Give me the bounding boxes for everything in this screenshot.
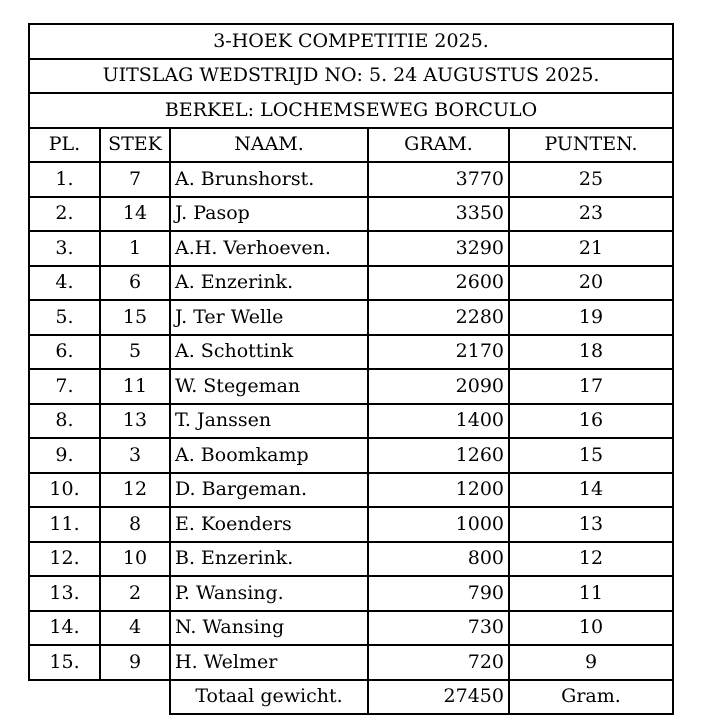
cell-stek: 9 xyxy=(100,645,170,680)
table-row xyxy=(29,473,673,508)
cell-stek: 10 xyxy=(100,542,170,577)
table-row xyxy=(29,197,673,232)
cell-pl: 3. xyxy=(29,231,100,266)
table-row xyxy=(29,335,673,370)
cell-naam: E. Koenders xyxy=(170,507,368,542)
table-row xyxy=(29,369,673,404)
table-row xyxy=(29,266,673,301)
cell-pl: 2. xyxy=(29,197,100,232)
col-header-gram: GRAM. xyxy=(368,128,509,163)
cell-pl: 13. xyxy=(29,576,100,611)
table-row xyxy=(29,542,673,577)
col-header-stek: STEK xyxy=(100,128,170,163)
cell-gram: 1400 xyxy=(368,404,509,439)
col-header-pl: PL. xyxy=(29,128,100,163)
cell-gram: 730 xyxy=(368,611,509,646)
table-row xyxy=(29,404,673,439)
results-table xyxy=(28,23,674,715)
cell-naam: W. Stegeman xyxy=(170,369,368,404)
cell-punten: 12 xyxy=(509,542,673,577)
cell-pl: 4. xyxy=(29,266,100,301)
cell-pl: 14. xyxy=(29,611,100,646)
cell-naam: J. Pasop xyxy=(170,197,368,232)
cell-stek: 14 xyxy=(100,197,170,232)
cell-naam: A. Brunshorst. xyxy=(170,162,368,197)
cell-pl: 5. xyxy=(29,300,100,335)
cell-pl: 15. xyxy=(29,645,100,680)
cell-stek: 2 xyxy=(100,576,170,611)
cell-stek: 5 xyxy=(100,335,170,370)
table-row xyxy=(29,507,673,542)
table-row xyxy=(29,645,673,680)
cell-punten: 21 xyxy=(509,231,673,266)
cell-punten: 20 xyxy=(509,266,673,301)
cell-punten: 14 xyxy=(509,473,673,508)
cell-pl: 6. xyxy=(29,335,100,370)
cell-naam: A.H. Verhoeven. xyxy=(170,231,368,266)
cell-naam: J. Ter Welle xyxy=(170,300,368,335)
cell-gram: 2090 xyxy=(368,369,509,404)
table-row xyxy=(29,576,673,611)
table-row xyxy=(29,162,673,197)
cell-naam: A. Boomkamp xyxy=(170,438,368,473)
cell-naam: A. Enzerink. xyxy=(170,266,368,301)
cell-stek: 3 xyxy=(100,438,170,473)
total-weight-value: 27450 xyxy=(368,680,509,715)
cell-gram: 720 xyxy=(368,645,509,680)
cell-naam: B. Enzerink. xyxy=(170,542,368,577)
cell-pl: 10. xyxy=(29,473,100,508)
cell-naam: T. Janssen xyxy=(170,404,368,439)
cell-punten: 9 xyxy=(509,645,673,680)
cell-pl: 8. xyxy=(29,404,100,439)
cell-gram: 790 xyxy=(368,576,509,611)
cell-pl: 7. xyxy=(29,369,100,404)
cell-punten: 10 xyxy=(509,611,673,646)
cell-pl: 9. xyxy=(29,438,100,473)
cell-stek: 1 xyxy=(100,231,170,266)
cell-naam: N. Wansing xyxy=(170,611,368,646)
cell-gram: 1000 xyxy=(368,507,509,542)
cell-gram: 2600 xyxy=(368,266,509,301)
cell-pl: 11. xyxy=(29,507,100,542)
table-row xyxy=(29,611,673,646)
cell-naam: H. Welmer xyxy=(170,645,368,680)
total-weight-unit: Gram. xyxy=(509,680,673,715)
cell-pl: 12. xyxy=(29,542,100,577)
total-row-spacer xyxy=(29,680,170,715)
cell-stek: 7 xyxy=(100,162,170,197)
match-result-line: UITSLAG WEDSTRIJD NO: 5. 24 AUGUSTUS 2025. xyxy=(29,59,673,94)
cell-naam: A. Schottink xyxy=(170,335,368,370)
cell-stek: 11 xyxy=(100,369,170,404)
cell-gram: 800 xyxy=(368,542,509,577)
cell-punten: 15 xyxy=(509,438,673,473)
competition-title: 3-HOEK COMPETITIE 2025. xyxy=(29,24,673,59)
cell-punten: 16 xyxy=(509,404,673,439)
cell-gram: 3770 xyxy=(368,162,509,197)
cell-pl: 1. xyxy=(29,162,100,197)
cell-gram: 2170 xyxy=(368,335,509,370)
cell-stek: 4 xyxy=(100,611,170,646)
cell-gram: 1200 xyxy=(368,473,509,508)
cell-gram: 2280 xyxy=(368,300,509,335)
cell-punten: 19 xyxy=(509,300,673,335)
total-row xyxy=(29,680,673,715)
cell-punten: 18 xyxy=(509,335,673,370)
cell-punten: 11 xyxy=(509,576,673,611)
cell-stek: 13 xyxy=(100,404,170,439)
cell-stek: 15 xyxy=(100,300,170,335)
column-header-row xyxy=(29,128,673,163)
cell-stek: 12 xyxy=(100,473,170,508)
cell-stek: 6 xyxy=(100,266,170,301)
table-row xyxy=(29,231,673,266)
cell-punten: 17 xyxy=(509,369,673,404)
table-row xyxy=(29,438,673,473)
venue-line: BERKEL: LOCHEMSEWEG BORCULO xyxy=(29,93,673,128)
cell-punten: 25 xyxy=(509,162,673,197)
cell-stek: 8 xyxy=(100,507,170,542)
cell-punten: 13 xyxy=(509,507,673,542)
cell-gram: 3350 xyxy=(368,197,509,232)
cell-naam: P. Wansing. xyxy=(170,576,368,611)
cell-gram: 1260 xyxy=(368,438,509,473)
col-header-naam: NAAM. xyxy=(170,128,368,163)
cell-naam: D. Bargeman. xyxy=(170,473,368,508)
cell-punten: 23 xyxy=(509,197,673,232)
cell-gram: 3290 xyxy=(368,231,509,266)
col-header-punten: PUNTEN. xyxy=(509,128,673,163)
table-row xyxy=(29,300,673,335)
total-weight-label: Totaal gewicht. xyxy=(170,680,368,715)
